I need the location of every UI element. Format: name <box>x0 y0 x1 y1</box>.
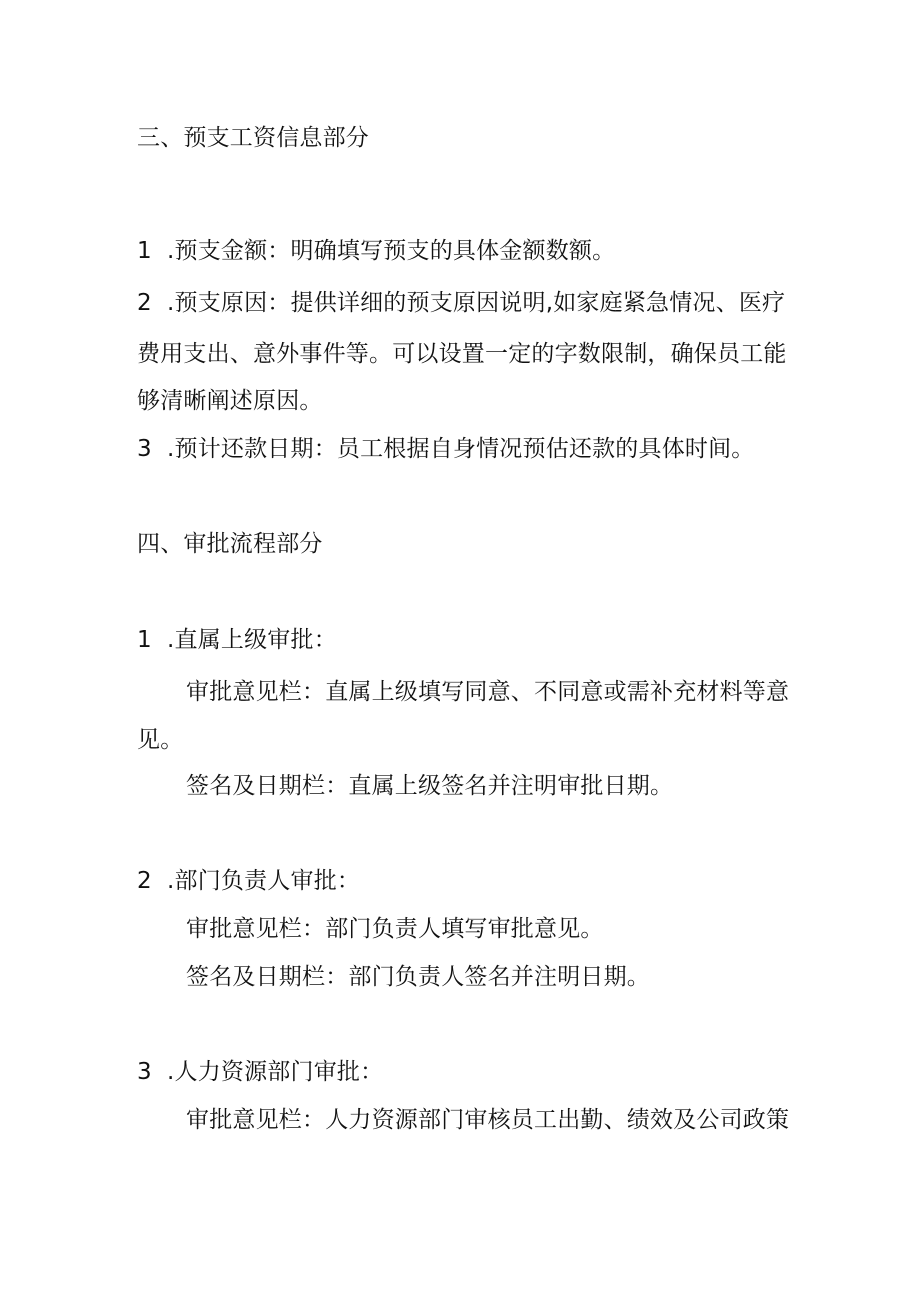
item-number: 3 <box>137 1059 152 1085</box>
item-number: 1 <box>137 238 152 264</box>
item-title: .直属上级审批： <box>167 627 337 653</box>
item-number: 1 <box>137 627 152 653</box>
section4-item-2-opinion: 审批意见栏：部门负责人填写审批意见。 <box>186 916 604 942</box>
section3-item-2-continuation: 费用支出、意外事件等。可以设置一定的字数限制，确保员工能 <box>137 341 787 367</box>
section4-item-1-opinion: 审批意见栏：直属上级填写同意、不同意或需补充材料等意 <box>186 679 790 705</box>
section4-heading: 四、审批流程部分 <box>137 531 323 557</box>
item-text: .预支原因：提供详细的预支原因说明,如家庭紧急情况、医疗 <box>167 290 786 316</box>
item-title: .人力资源部门审批： <box>167 1059 384 1085</box>
section3-item-2 <box>137 288 785 318</box>
item-number: 2 <box>137 290 152 316</box>
section4-item-3-title <box>137 1057 383 1087</box>
item-text: .预支金额：明确填写预支的具体金额数额。 <box>167 238 616 264</box>
item-number: 3 <box>137 436 152 462</box>
section3-item-3 <box>137 434 755 464</box>
section3-item-2-continuation: 够清晰阐述原因。 <box>137 388 323 414</box>
section4-item-2-signature: 签名及日期栏：部门负责人签名并注明日期。 <box>186 964 650 990</box>
section4-item-1-signature: 签名及日期栏：直属上级签名并注明审批日期。 <box>186 773 674 799</box>
section3-heading: 三、预支工资信息部分 <box>137 125 369 151</box>
section4-item-3-opinion: 审批意见栏：人力资源部门审核员工出勤、绩效及公司政策 <box>186 1107 790 1133</box>
section3-item-1 <box>137 236 615 266</box>
item-title: .部门负责人审批： <box>167 868 361 894</box>
item-number: 2 <box>137 868 152 894</box>
section4-item-1-title <box>137 625 337 655</box>
item-text: .预计还款日期：员工根据自身情况预估还款的具体时间。 <box>167 436 755 462</box>
section4-item-2-title <box>137 866 360 896</box>
section4-item-1-opinion-continuation: 见。 <box>137 727 184 753</box>
